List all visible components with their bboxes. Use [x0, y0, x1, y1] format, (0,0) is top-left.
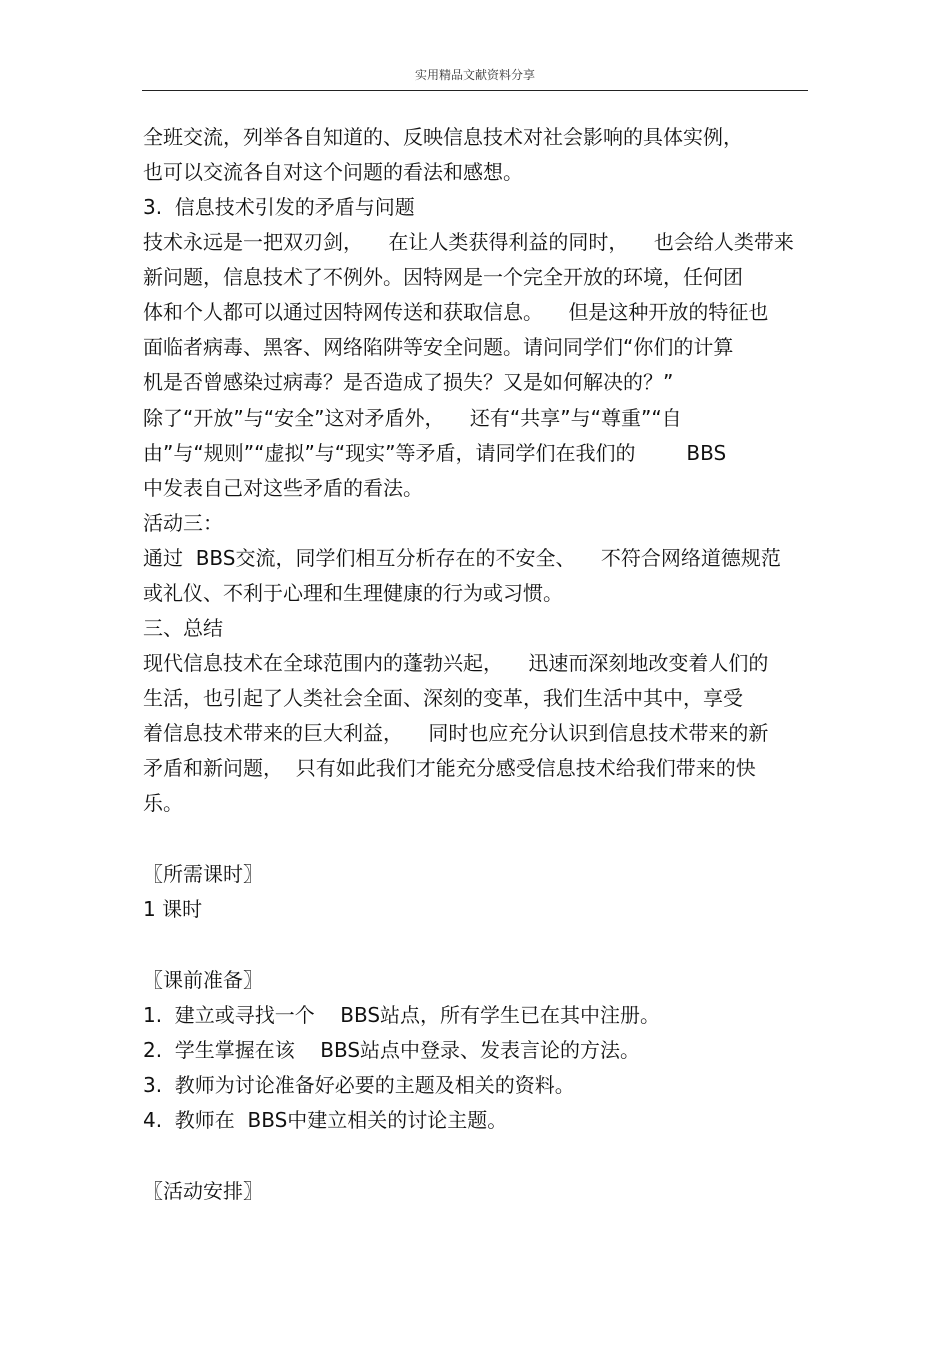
section-heading: 〖活动安排〗 [143, 1179, 263, 1203]
text-line: 矛盾和新问题， 只有如此我们才能充分感受信息技术给我们带来的快 [143, 756, 756, 780]
page-header: 实用精品文献资料分享 [414, 68, 535, 82]
list-item: 4. 教师在 BBS中建立相关的讨论主题。 [143, 1108, 508, 1132]
text-line: 全班交流，列举各自知道的、反映信息技术对社会影响的具体实例， [143, 125, 743, 149]
section-label: 活动三： [143, 511, 223, 535]
section-heading: 三、总结 [143, 616, 223, 640]
text-line: 通过 BBS交流，同学们相互分析存在的不安全、 不符合网络道德规范 [143, 546, 781, 570]
text-line: 中发表自己对这些矛盾的看法。 [143, 476, 423, 500]
text-line: 也可以交流各自对这个问题的看法和感想。 [143, 160, 523, 184]
list-item: 1. 建立或寻找一个 BBS站点，所有学生已在其中注册。 [143, 1003, 661, 1027]
header-divider [142, 90, 808, 91]
text-line: 着信息技术带来的巨大利益， 同时也应充分认识到信息技术带来的新 [143, 721, 769, 745]
text-line: 1 课时 [143, 897, 203, 921]
section-heading: 〖课前准备〗 [143, 968, 263, 992]
section-heading: 〖所需课时〗 [143, 862, 263, 886]
text-line: 新问题，信息技术了不例外。因特网是一个完全开放的环境，任何团 [143, 265, 743, 289]
text-line: 机是否曾感染过病毒？是否造成了损失？又是如何解决的？” [143, 370, 674, 394]
text-line: 面临者病毒、黑客、网络陷阱等安全问题。请问同学们“你们的计算 [143, 335, 734, 359]
text-line: 除了“开放”与“安全”这对矛盾外， 还有“共享”与“尊重”“自 [143, 406, 682, 430]
list-item: 2. 学生掌握在该 BBS站点中登录、发表言论的方法。 [143, 1038, 641, 1062]
text-line: 乐。 [143, 791, 183, 815]
list-item: 3. 教师为讨论准备好必要的主题及相关的资料。 [143, 1073, 575, 1097]
text-line: 体和个人都可以通过因特网传送和获取信息。 但是这种开放的特征也 [143, 300, 769, 324]
text-line: 生活，也引起了人类社会全面、深刻的变革，我们生活中其中，享受 [143, 686, 743, 710]
text-line: 3. 信息技术引发的矛盾与问题 [143, 195, 415, 219]
text-line: 或礼仪、不利于心理和生理健康的行为或习惯。 [143, 581, 563, 605]
text-line: 由”与“规则”“虚拟”与“现实”等矛盾，请同学们在我们的 BBS [143, 441, 727, 465]
text-line: 技术永远是一把双刃剑， 在让人类获得利益的同时， 也会给人类带来 [143, 230, 794, 254]
text-line: 现代信息技术在全球范围内的蓬勃兴起， 迅速而深刻地改变着人们的 [143, 651, 769, 675]
